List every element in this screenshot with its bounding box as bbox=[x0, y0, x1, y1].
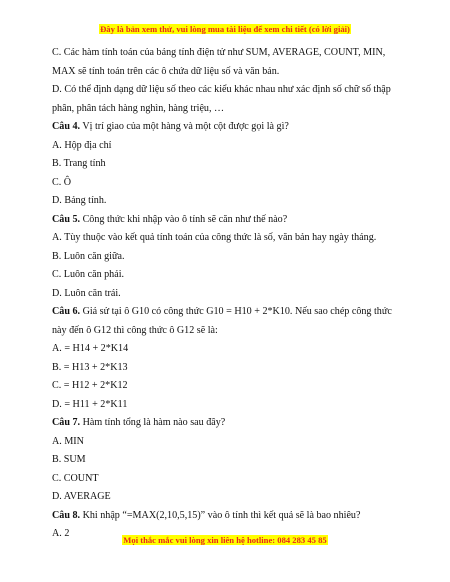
answer-option: A. 2 bbox=[52, 528, 70, 539]
question-5 bbox=[52, 211, 402, 230]
question-label: Câu 6. bbox=[52, 306, 81, 317]
answer-option: B. Luôn căn giữa. bbox=[52, 250, 125, 262]
question-text: Khi nhập “=MAX(2,10,5,15)” vào ô tính thì kết quả sẽ là bao nhiêu? bbox=[80, 509, 361, 521]
answer-option: A. Tùy thuộc vào kết quả tính toán của công thức là số, văn bản hay ngày tháng. bbox=[52, 232, 377, 243]
hotline-banner bbox=[0, 535, 450, 545]
question-text: Hàm tính tổng là hàm nào sau đây? bbox=[80, 417, 226, 428]
question-8 bbox=[52, 507, 402, 526]
answer-option: B. = H13 + 2*K13 bbox=[52, 361, 128, 373]
answer-option: C. Luôn căn phải. bbox=[52, 269, 125, 280]
question-label: Câu 5. bbox=[52, 213, 81, 225]
question-text: Vị trí giao của một hàng và một cột được gọi là gì? bbox=[80, 121, 289, 132]
document-body bbox=[52, 44, 402, 544]
question-label: Câu 4. bbox=[52, 121, 81, 132]
answer-option: A. MIN bbox=[52, 435, 84, 447]
answer-option: A. Hộp địa chỉ bbox=[52, 139, 112, 151]
answer-option: D. = H11 + 2*K11 bbox=[52, 398, 128, 410]
hotline-text: Mọi thắc mắc vui lòng xin liên hệ hotline: 084 283 45 85 bbox=[123, 535, 327, 545]
option-c-text-line2: MAX sẽ tính toán trên các ô chứa dữ liệu số và văn bản. bbox=[52, 65, 280, 77]
question-4 bbox=[52, 118, 402, 137]
answer-option: D. Luôn căn trái. bbox=[52, 287, 121, 299]
question-text: Giả sử tại ô G10 có công thức G10 = H10 + 2*K10. Nếu sao chép công thức bbox=[80, 306, 392, 317]
answer-option: D. AVERAGE bbox=[52, 491, 111, 502]
answer-option: B. SUM bbox=[52, 454, 86, 465]
question-label: Câu 7. bbox=[52, 417, 81, 428]
preview-notice-banner bbox=[0, 24, 450, 34]
answer-option: A. = H14 + 2*K14 bbox=[52, 343, 129, 354]
question-6 bbox=[52, 303, 402, 322]
option-c-text-line1: C. Các hàm tính toán của bảng tính điện tử như SUM, AVERAGE, COUNT, MIN, bbox=[52, 47, 386, 58]
answer-option: C. Ô bbox=[52, 176, 72, 188]
question-text-continued: này đến ô G12 thì công thức ô G12 sẽ là: bbox=[52, 324, 218, 336]
question-label: Câu 8. bbox=[52, 509, 81, 521]
question-7 bbox=[52, 414, 402, 433]
answer-option: C. = H12 + 2*K12 bbox=[52, 380, 128, 391]
preview-notice-text: Đây là bản xem thử, vui lòng mua tài liệu để xem chi tiết (có lời giải) bbox=[100, 24, 350, 34]
question-text: Công thức khi nhập vào ô tính sẽ căn như thế nào? bbox=[80, 213, 288, 225]
option-d-text-line2: phân, phân tách hàng nghìn, hàng triệu, … bbox=[52, 102, 225, 114]
answer-option: D. Bảng tính. bbox=[52, 195, 107, 206]
option-d-text-line1: D. Có thể định dạng dữ liệu số theo các kiểu khác nhau như xác định số chữ số thập bbox=[52, 84, 391, 95]
answer-option: C. COUNT bbox=[52, 472, 99, 484]
answer-option: B. Trang tính bbox=[52, 158, 106, 169]
